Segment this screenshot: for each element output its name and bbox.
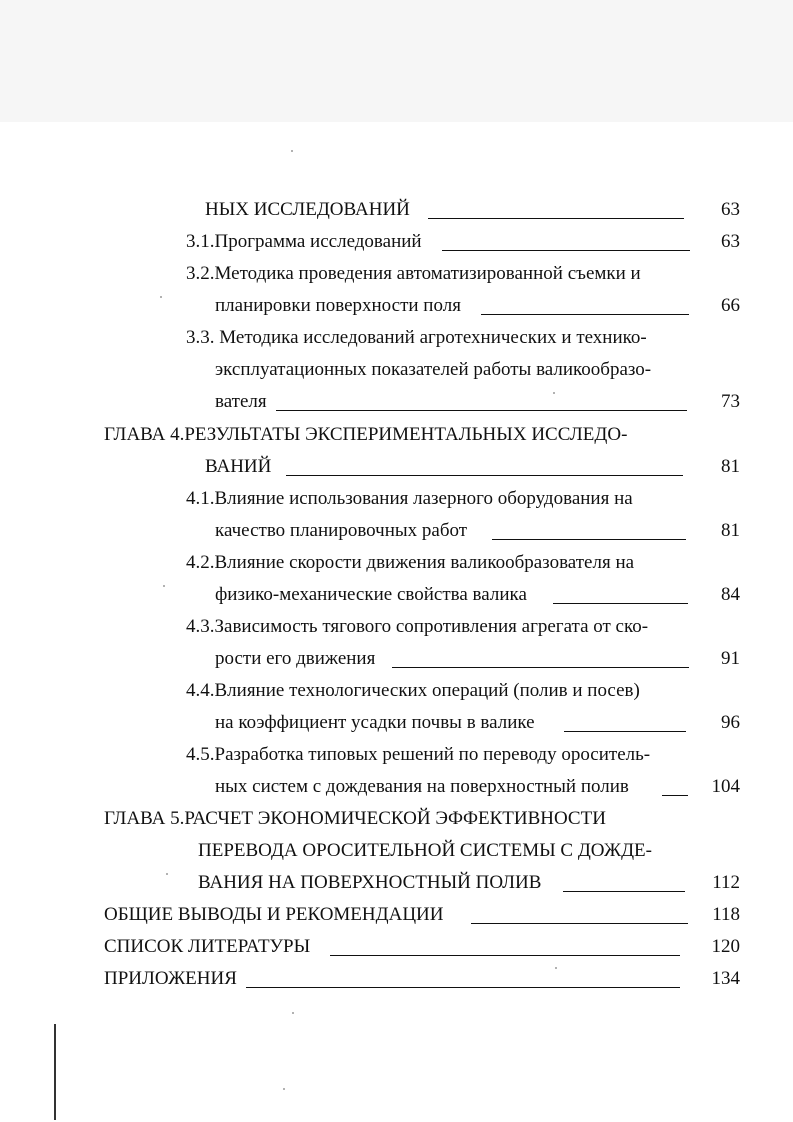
toc-leader [471,923,688,924]
scan-speck [283,1088,285,1090]
toc-page-number: 66 [721,295,740,316]
toc-chapter-4-continuation: ВАНИЙ [205,456,272,477]
toc-entry-4-4-continuation: на коэффициент усадки почвы в валике [215,712,535,733]
toc-leader [330,955,680,956]
toc-entry-3-2-continuation: планировки поверхности поля [215,295,461,316]
toc-leader [442,250,690,251]
toc-entry-4-3-continuation: рости его движения [215,648,376,669]
toc-leader [392,667,689,668]
toc-leader [276,410,687,411]
scan-edge-line [54,1024,56,1120]
toc-entry-4-5: 4.5.Разработка типовых решений по переводу ороситель- [186,744,651,765]
toc-entry-4-2-continuation: физико-механические свойства валика [215,584,527,605]
toc-entry-3-3-continuation: эксплуатационных показателей работы валикообразо- [215,359,652,380]
toc-page-number: 63 [721,231,740,252]
toc-entry-3-3: 3.3. Методика исследований агротехнических и технико- [186,327,647,348]
toc-page-number: 112 [712,872,740,893]
toc-entry-3-3-continuation: вателя [215,391,267,412]
toc-chapter-5-continuation: ПЕРЕВОДА ОРОСИТЕЛЬНОЙ СИСТЕМЫ С ДОЖДЕ- [198,840,652,861]
toc-leader [428,218,684,219]
toc-page-number: 104 [711,776,740,797]
toc-entry-3-2: 3.2.Методика проведения автоматизированной съемки и [186,263,641,284]
toc-page-number: 84 [721,584,740,605]
toc-entry-4-3: 4.3.Зависимость тягового сопротивления агрегата от ско- [186,616,649,637]
toc-leader [564,731,686,732]
toc-leader [286,475,683,476]
toc-leader [553,603,688,604]
toc-leader [563,891,685,892]
toc-chapter-5-continuation: ВАНИЯ НА ПОВЕРХНОСТНЫЙ ПОЛИВ [198,872,542,893]
toc-entry-4-1: 4.1.Влияние использования лазерного оборудования на [186,488,633,509]
toc-appendices: ПРИЛОЖЕНИЯ [104,968,237,989]
toc-page-number: 91 [721,648,740,669]
toc-leader [662,795,688,796]
scan-speck [292,1012,294,1014]
toc-chapter-4: ГЛАВА 4.РЕЗУЛЬТАТЫ ЭКСПЕРИМЕНТАЛЬНЫХ ИССЛЕДО- [104,424,628,445]
toc-entry-4-2: 4.2.Влияние скорости движения валикообразователя на [186,552,635,573]
toc-page-number: 118 [712,904,740,925]
toc-conclusions: ОБЩИЕ ВЫВОДЫ И РЕКОМЕНДАЦИИ [104,904,444,925]
toc-page-number: 63 [721,199,740,220]
toc-page-number: 81 [721,520,740,541]
toc-chapter-5: ГЛАВА 5.РАСЧЕТ ЭКОНОМИЧЕСКОЙ ЭФФЕКТИВНОСТИ [104,808,606,829]
toc-leader [481,314,689,315]
scan-speck [166,873,168,875]
toc-entry-4-4: 4.4.Влияние технологических операций (полив и посев) [186,680,640,701]
toc-entry-3-title-continuation: НЫХ ИССЛЕДОВАНИЙ [205,199,410,220]
toc-leader [246,987,680,988]
toc-entry-4-5-continuation: ных систем с дождевания на поверхностный полив [215,776,629,797]
scan-top-band [0,0,793,122]
toc-page-number: 120 [711,936,740,957]
toc-references: СПИСОК ЛИТЕРАТУРЫ [104,936,311,957]
toc-page-number: 73 [721,391,740,412]
scan-speck [163,585,165,587]
toc-page-number: 134 [711,968,740,989]
toc-leader [492,539,686,540]
toc-entry-4-1-continuation: качество планировочных работ [215,520,468,541]
toc-page-number: 96 [721,712,740,733]
toc-entry-3-1: 3.1.Программа исследований [186,231,422,252]
scan-speck [553,392,555,394]
scan-speck [160,296,162,298]
toc-page-number: 81 [721,456,740,477]
scan-speck [555,967,557,969]
scan-speck [291,150,293,152]
